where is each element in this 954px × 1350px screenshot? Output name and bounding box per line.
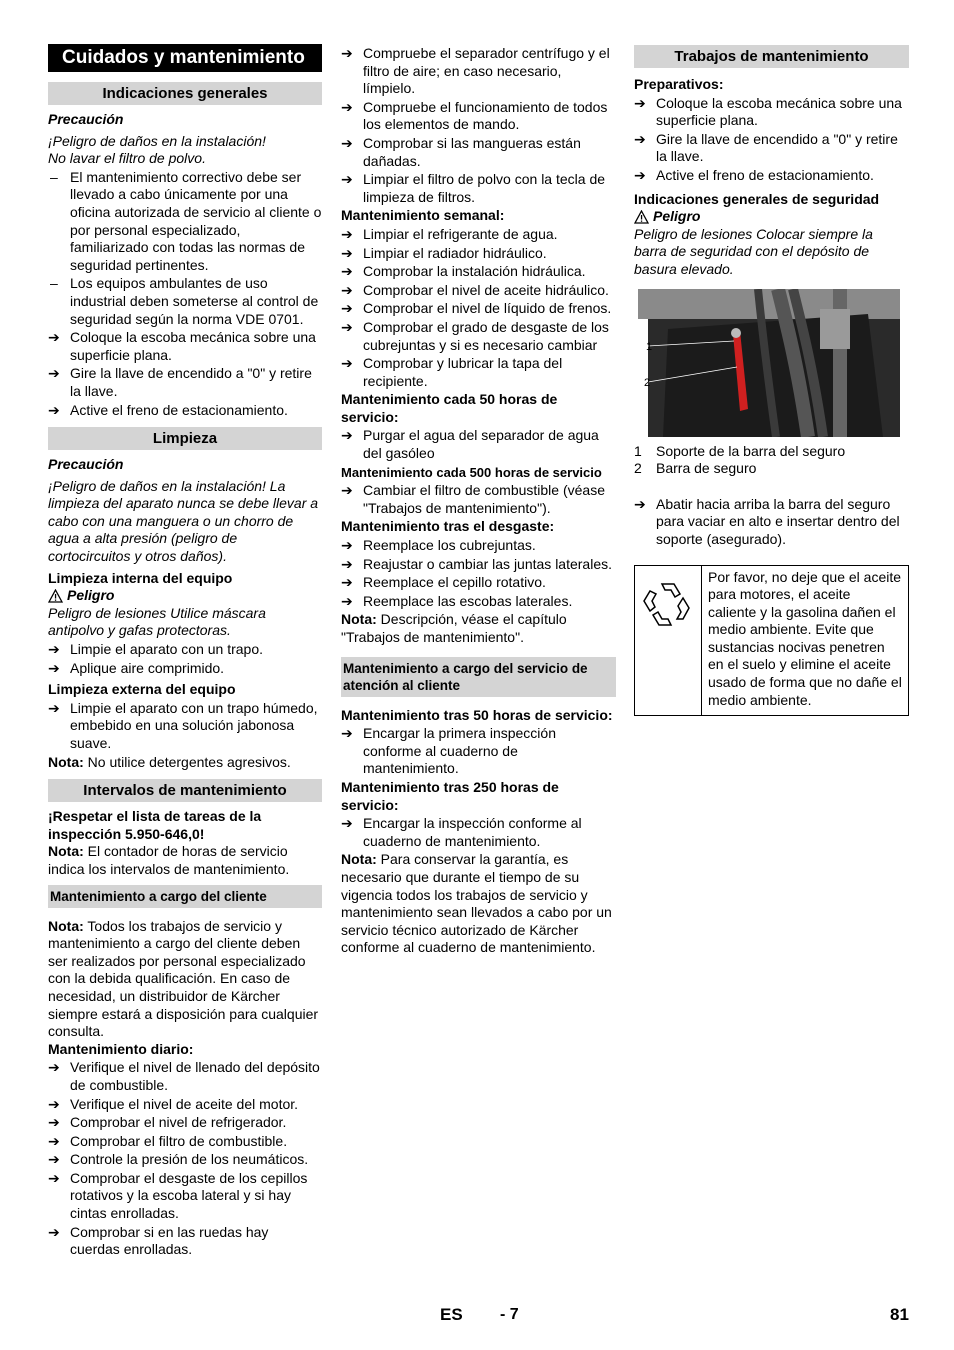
list-item: ➔ Coloque la escoba mecánica sobre una superficie plana.	[48, 329, 316, 363]
arrow-icon: ➔	[341, 300, 353, 317]
arrow-icon: ➔	[48, 1223, 60, 1240]
list-item: ➔ Comprobar si las mangueras están dañadas.	[341, 134, 581, 169]
subheading: Mantenimiento semanal:	[341, 207, 505, 224]
arrow-icon: ➔	[341, 555, 353, 572]
safety-bar-photo	[638, 289, 900, 437]
subheading: Mantenimiento cada 500 horas de servicio	[341, 464, 602, 480]
warning-triangle-icon	[634, 210, 649, 224]
arrow-icon: ➔	[341, 281, 353, 298]
footer-page-number: 81	[890, 1305, 909, 1324]
arrow-icon: ➔	[48, 365, 60, 382]
danger-text: Peligro de lesiones Colocar siempre la barra de seguridad con el depósito de basura elevado.	[634, 225, 873, 277]
arrow-icon: ➔	[341, 318, 353, 335]
safety-bar-illustration	[638, 289, 900, 437]
arrow-icon: ➔	[341, 482, 353, 499]
photo-callout-2: 2	[644, 376, 651, 389]
arrow-icon: ➔	[341, 134, 353, 151]
subsection-heading-customer: Mantenimiento a cargo del cliente	[48, 885, 322, 908]
list-item: ➔ Encargar la primera inspección conforme al cuaderno de mantenimiento.	[341, 725, 556, 777]
arrow-icon: ➔	[341, 574, 353, 591]
subsection-heading-service: Mantenimiento a cargo del servicio de atención al cliente	[341, 657, 616, 697]
list-item: ➔ Comprobar y lubricar la tapa del recipiente.	[341, 355, 563, 389]
arrow-icon: ➔	[48, 1151, 60, 1168]
chapter-title: Cuidados y mantenimiento	[48, 44, 322, 72]
list-item: ➔ Comprobar el filtro de combustible.	[48, 1132, 288, 1149]
arrow-icon: ➔	[48, 401, 60, 418]
arrow-icon: ➔	[341, 725, 353, 742]
note: Nota: No utilice detergentes agresivos.	[48, 753, 291, 770]
caution-text: ¡Peligro de daños en la instalación! La limpieza del aparato nunca se debe llevar a cabo con una manguera o un chorro de agua a alta presión (peligro de cortocircuitos y otros daños).	[48, 477, 319, 565]
list-item: ➔ Controle la presión de los neumáticos.	[48, 1151, 309, 1168]
caution-label: Precaución	[48, 111, 124, 127]
environment-text: Por favor, no deje que el aceite para motores, el aceite caliente y la gasolina dañen el medio ambiente. Evite que sustancias nocivas penetren en el suelo y elimine el aceite usado de forma que no dañe el medio ambiente.	[708, 568, 902, 708]
list-item: ➔ Comprobar el grado de desgaste de los cubrejuntas y si es necesario cambiar	[341, 318, 609, 353]
prep-list	[634, 95, 909, 185]
list-item: ➔ Comprobar el nivel de refrigerador.	[48, 1114, 287, 1131]
wear-list	[341, 537, 616, 610]
list-item: ➔ Encargar la inspección conforme al cuaderno de mantenimiento.	[341, 815, 582, 849]
s50-list	[341, 725, 616, 778]
list-item: ➔ Reemplace las escobas laterales.	[341, 592, 573, 609]
note: Nota: Todos los trabajos de servicio y mantenimiento a cargo del cliente deben ser realizados por personal especializado con la debida qualificación. En caso de necesidad, un distribuidor de Kärcher siempre estará a disposición para cualquier consulta.	[48, 917, 319, 1040]
list-item: ➔ Purgar el agua del separador de agua del gasóleo	[341, 427, 599, 462]
arrow-icon: ➔	[341, 244, 353, 261]
list-item: ➔ Limpiar el radiador hidráulico.	[341, 244, 547, 261]
photo-legend	[634, 443, 909, 478]
subheading: Mantenimiento tras 250 horas de servicio:	[341, 778, 559, 813]
section-heading-cleaning: Limpieza	[48, 427, 322, 450]
footer-section-page: - 7	[500, 1306, 519, 1323]
list-item: ➔ Aplique aire comprimido.	[48, 659, 225, 676]
subheading: Limpieza externa del equipo	[48, 681, 236, 698]
list-item: ➔ Compruebe el funcionamiento de todos los elementos de mando.	[341, 98, 608, 133]
list-item: – El mantenimiento correctivo debe ser llevado a cabo únicamente por una oficina autorizada de servicio al cliente o por personal especializado, familiarizado con todas las normas de seguridad pertinentes.	[50, 168, 322, 273]
arrow-icon: ➔	[341, 592, 353, 609]
list-item: ➔ Limpiar el filtro de polvo con la tecla de limpieza de filtros.	[341, 171, 606, 205]
arrow-icon: ➔	[48, 641, 60, 658]
s250-list	[341, 815, 616, 850]
list-item: ➔ Verifique el nivel de aceite del motor.	[48, 1095, 299, 1112]
arrow-icon: ➔	[48, 1059, 60, 1076]
warning-triangle-icon	[48, 589, 63, 603]
danger-label: Peligro	[48, 587, 322, 605]
column-3	[634, 44, 909, 716]
arrow-icon: ➔	[341, 171, 353, 188]
list-item: ➔ Abatir hacia arriba la barra del seguro para vaciar en alto e insertar dentro del soporte (asegurado).	[634, 495, 900, 547]
list-item: ➔ Limpie el aparato con un trapo húmedo, embebido en una solución jabonosa suave.	[48, 699, 318, 751]
list-item: – Los equipos ambulantes de uso industrial deben someterse al control de seguridad según la norma VDE 0701.	[50, 275, 319, 327]
list-item: ➔ Limpiar el refrigerante de agua.	[341, 225, 558, 242]
h500-list	[341, 482, 616, 517]
subheading: Mantenimiento diario:	[48, 1040, 194, 1057]
footer-language: ES	[440, 1305, 463, 1324]
list-item: ➔ Gire la llave de encendido a "0" y retire la llave.	[634, 130, 898, 165]
arrow-icon: ➔	[341, 537, 353, 554]
arrow-icon: ➔	[634, 94, 646, 111]
note: Nota: Para conservar la garantía, es necesario que durante el tiempo de su vigencia todos los trabajos de servicio y mantenimiento sean llevados a cabo por un servicio técnico autorizado de Kärcher conforme al cuaderno de mantenimiento.	[341, 851, 612, 956]
arrow-icon: ➔	[341, 225, 353, 242]
photo-callout-1: 1	[646, 340, 653, 353]
danger-text: Peligro de lesiones Utilice máscara antipolvo y gafas protectoras.	[48, 604, 266, 639]
section-heading-intervals: Intervalos de mantenimiento	[48, 779, 322, 802]
list-item: ➔ Comprobar el desgaste de los cepillos rotativos y la escoba lateral y si hay cintas enrolladas.	[48, 1169, 308, 1222]
list-item: ➔ Gire la llave de encendido a "0" y retire la llave.	[48, 365, 312, 399]
h50-list	[341, 427, 616, 462]
arrow-icon: ➔	[48, 329, 60, 346]
arrow-icon: ➔	[341, 427, 353, 444]
list-item: ➔ Limpie el aparato con un trapo.	[48, 641, 264, 658]
arrow-icon: ➔	[48, 699, 60, 716]
note: Nota: El contador de horas de servicio indica los intervalos de mantenimiento.	[48, 843, 290, 877]
list-item: ➔ Verifique el nivel de llenado del depósito de combustible.	[48, 1059, 320, 1093]
legend-item: 2 Barra de seguro	[634, 460, 757, 477]
arrow-icon: ➔	[48, 1132, 60, 1149]
list-item: ➔ Active el freno de estacionamiento.	[48, 401, 288, 418]
danger-label: Peligro	[634, 208, 909, 226]
column-1	[48, 44, 322, 1260]
subheading: Mantenimiento tras 50 horas de servicio:	[341, 706, 613, 723]
weekly-list	[341, 226, 616, 390]
arrow-icon: ➔	[341, 263, 353, 280]
subheading: Preparativos:	[634, 76, 724, 92]
arrow-icon: ➔	[341, 815, 353, 832]
subheading: Indicaciones generales de seguridad	[634, 190, 880, 207]
arrow-icon: ➔	[48, 1169, 60, 1186]
caution-text: No lavar el filtro de polvo.	[48, 150, 206, 167]
recycle-icon	[641, 578, 695, 632]
daily-list-cont	[341, 45, 616, 206]
list-item: ➔ Comprobar el nivel de aceite hidráulico.	[341, 281, 609, 298]
caution-label: Precaución	[48, 456, 124, 473]
arrow-icon: ➔	[634, 495, 646, 512]
arrow-icon: ➔	[341, 45, 353, 61]
list-item: ➔ Reemplace los cubrejuntas.	[341, 537, 536, 554]
arrow-icon: ➔	[341, 98, 353, 115]
list-item: ➔ Coloque la escoba mecánica sobre una superficie plana.	[634, 94, 902, 129]
note: Nota: Descripción, véase el capítulo "Trabajos de mantenimiento".	[341, 611, 567, 645]
column-2	[341, 44, 616, 957]
section-heading-general: Indicaciones generales	[48, 82, 322, 105]
daily-list	[48, 1059, 322, 1259]
list-item: ➔ Compruebe el separador centrífugo y el filtro de aire; en caso necesario, límpielo.	[341, 45, 610, 97]
list-item: ➔ Reemplace el cepillo rotativo.	[341, 574, 546, 591]
list-item: ➔ Comprobar la instalación hidráulica.	[341, 263, 586, 280]
arrow-icon: ➔	[48, 1114, 60, 1131]
list-item: ➔ Cambiar el filtro de combustible (véase "Trabajos de mantenimiento").	[341, 482, 605, 516]
subheading: Mantenimiento cada 50 horas de servicio:	[341, 391, 558, 425]
section-heading-maintenance-work: Trabajos de mantenimiento	[634, 45, 909, 68]
list-item: ➔ Comprobar el nivel de líquido de frenos.	[341, 300, 612, 317]
arrow-icon: ➔	[634, 130, 646, 147]
arrow-icon: ➔	[48, 659, 60, 676]
list-item: ➔ Active el freno de estacionamiento.	[634, 166, 874, 183]
subheading: Mantenimiento tras el desgaste:	[341, 518, 555, 535]
legend-item: 1 Soporte de la barra del seguro	[634, 442, 846, 459]
caution-text: ¡Peligro de daños en la instalación!	[48, 132, 266, 149]
subheading: Limpieza interna del equipo	[48, 569, 233, 586]
arrow-icon: ➔	[341, 355, 353, 372]
arrow-icon: ➔	[634, 166, 646, 183]
arrow-icon: ➔	[48, 1095, 60, 1112]
list-item: ➔ Comprobar si en las ruedas hay cuerdas enrolladas.	[48, 1223, 269, 1258]
inspection-note: ¡Respetar el lista de tareas de la inspección 5.950-646,0!	[48, 808, 262, 842]
list-item: ➔ Reajustar o cambiar las juntas laterales.	[341, 555, 613, 572]
environment-notice	[634, 565, 909, 717]
